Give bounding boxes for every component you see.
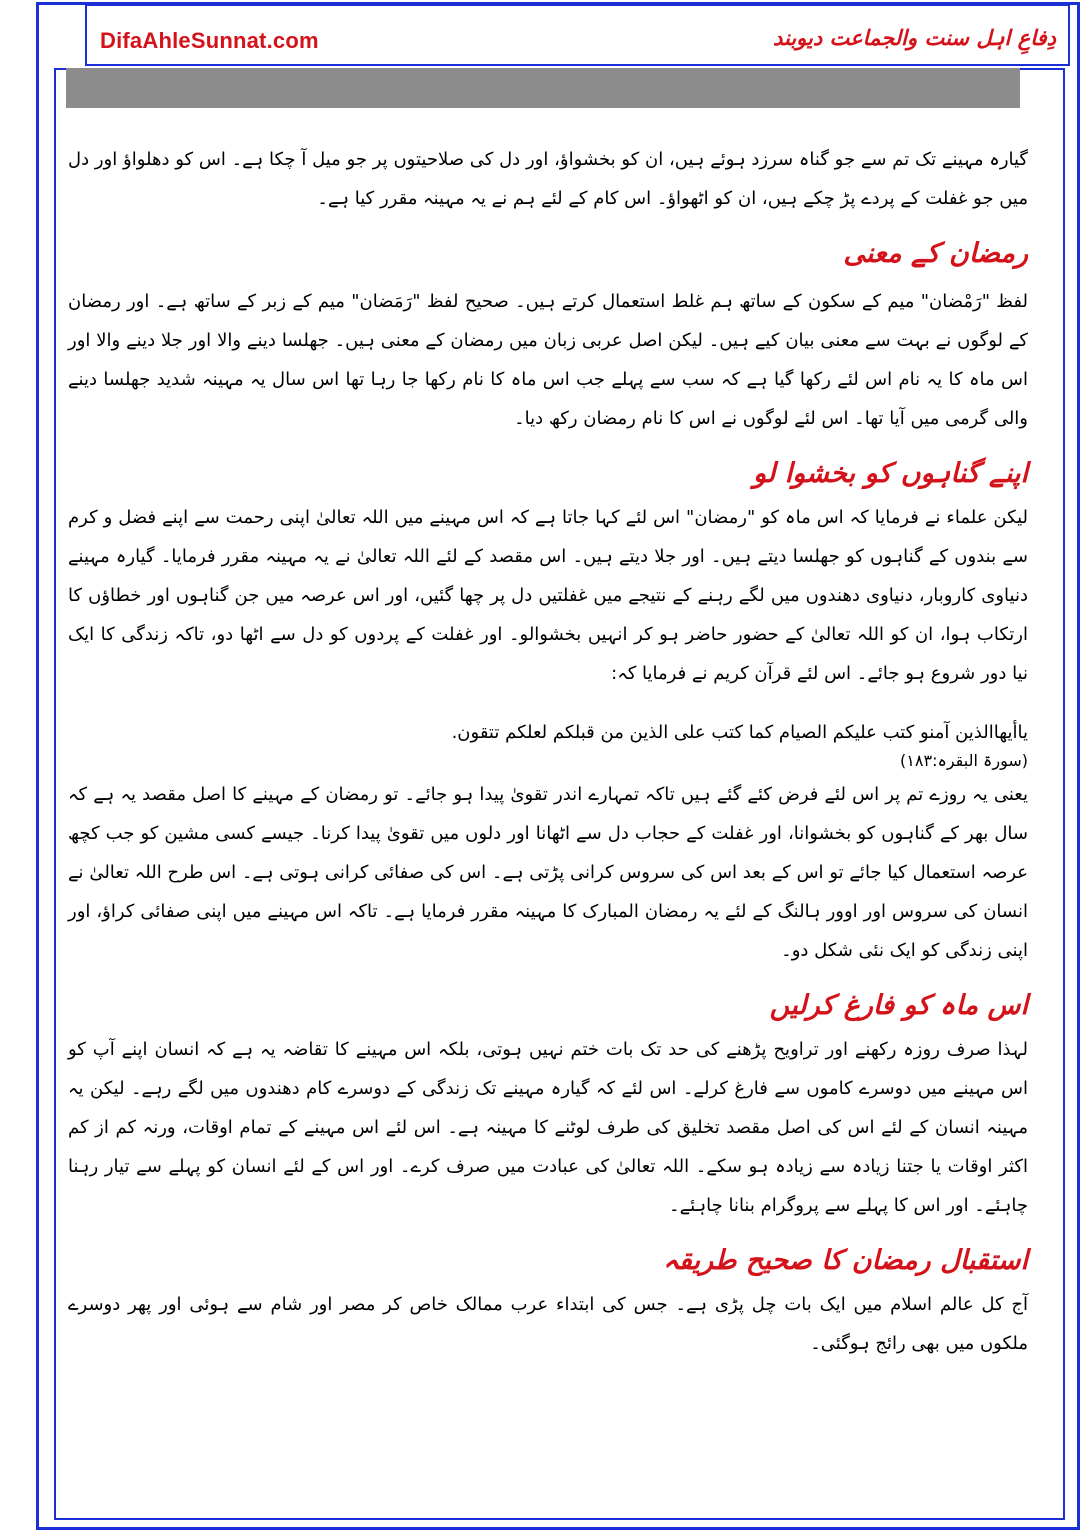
section-heading-welcoming-ramadan: استقبال رمضان کا صحیح طریقہ: [663, 1245, 1028, 1276]
site-name: دِفاعِ اہل سنت والجماعت دیوبند: [772, 26, 1056, 50]
site-url-link[interactable]: DifaAhleSunnat.com: [100, 28, 319, 53]
section-paragraph-free-month: لہذا صرف روزہ رکھنے اور تراویح پڑھنے کی حد تک بات ختم نہیں ہوتی، بلکہ اس مہینے کا تقاضہ یہ ہے کہ انسان اپنے آپ کو اس مہینے میں دوسرے کاموں سے فارغ کرلے۔ اس لئے کہ گیارہ مہینے تک زندگی کے دوسرے کام دھندوں میں لگے رہے۔ لیکن یہ مہینہ انسان کے لئے اس کی اصل مقصد تخلیق کی طرف لوٹنے کا مہینہ ہے۔ اس لئے اس مہینے کے تمام اوقات، ورنہ کم از کم اکثر اوقات یا جتنا زیادہ سے زیادہ ہو سکے۔ اللہ تعالیٰ کی عبادت میں صرف کرے۔ اور اس کے لئے انسان کو پہلے سے تیار رہنا چاہئے۔ اور اس کا پہلے سے پروگرام بنانا چاہئے۔: [68, 1039, 1028, 1216]
verse-reference: (سورۃ البقرہ:۱۸۳): [900, 751, 1028, 770]
quran-verse: یاأیھاالذین آمنو کتب علیکم الصیام کما کتب علی الذین من قبلکم لعلکم تتقون.: [451, 722, 1028, 743]
section-heading-ramadan-meaning: رمضان کے معنی: [843, 238, 1028, 269]
section-paragraph-ramadan-meaning: لفظ "رَمْضان" میم کے سکون کے ساتھ ہم غلط استعمال کرتے ہیں۔ صحیح لفظ "رَمَضان" میم کے زبر کے ساتھ ہے۔ اور رمضان کے لوگوں نے بہت سے معنی بیان کیے ہیں۔ لیکن اصل عربی زبان میں رمضان کے معنی ہیں۔ جھلسا دینے والا اور جلا دینے والا اور اس ماہ کا یہ نام اس لئے رکھا گیا ہے کہ سب سے پہلے جب اس ماہ کا نام رکھا جا رہا تھا اس سال یہ مہینہ شدید جھلسا دینے والی گرمی میں آیا تھا۔ اس لئے لوگوں نے اس کا نام رمضان رکھ دیا۔: [68, 291, 1028, 429]
section-paragraph-welcoming-ramadan: آج کل عالم اسلام میں ایک بات چل پڑی ہے۔ جس کی ابتداء عرب ممالک خاص کر مصر اور شام سے ہوئی اور پھر دوسرے ملکوں میں بھی رائج ہوگئی۔: [68, 1294, 1028, 1354]
intro-paragraph: گیارہ مہینے تک تم سے جو گناہ سرزد ہوئے ہیں، ان کو بخشواؤ، اور دل کی صلاحیتوں پر جو میل آ چکا ہے۔ اس کو دھلواؤ اور دل میں جو غفلت کے پردے پڑ چکے ہیں، ان کو اٹھواؤ۔ اس کام کے لئے ہم نے یہ مہینہ مقرر کیا ہے۔: [68, 149, 1028, 209]
verse-explanation-paragraph: یعنی یہ روزے تم پر اس لئے فرض کئے گئے ہیں تاکہ تمہارے اندر تقویٰ پیدا ہو جائے۔ تو رمضان کے مہینے کا اصل مقصد یہ ہے کہ سال بھر کے گناہوں کو بخشوانا، اور غفلت کے حجاب دل سے اٹھانا اور دلوں میں تقویٰ پیدا کرنا۔ جیسے کسی مشین کو جب کچھ عرصہ استعمال کیا جائے تو اس کے بعد اس کی سروس کرانی پڑتی ہے۔ اس کی صفائی کرانی ہوتی ہے۔ اس طرح اللہ تعالیٰ نے انسان کی سروس اور اوور ہالنگ کے لئے یہ رمضان المبارک کا مہینہ مقرر فرمایا ہے۔ تاکہ اس مہینے میں اپنی صفائی کراؤ، اور اپنی زندگی کو ایک نئی شکل دو۔: [68, 784, 1028, 961]
section-paragraph-forgiveness: لیکن علماء نے فرمایا کہ اس ماہ کو "رمضان" اس لئے کہا جاتا ہے کہ اس مہینے میں اللہ تعالیٰ اپنی رحمت سے اپنے فضل و کرم سے بندوں کے گناہوں کو جھلسا دیتے ہیں۔ اور جلا دیتے ہیں۔ اس مقصد کے لئے اللہ تعالیٰ نے یہ مہینہ مقرر فرمایا۔ گیارہ مہینے دنیاوی کاروبار، دنیاوی دھندوں میں لگے رہنے کے نتیجے میں غفلتیں دل پر چھا گئیں، اور اس عرصہ میں جن گناہوں اور خطاؤں کا ارتکاب ہوا، ان کو اللہ تعالیٰ کے حضور حاضر ہو کر انہیں بخشوالو۔ اور غفلت کے پردوں کو دل سے اٹھا دو، تاکہ زندگی کا ایک نیا دور شروع ہو جائے۔ اس لئے قرآن کریم نے فرمایا کہ:: [68, 507, 1028, 684]
header-divider-bar: [66, 68, 1020, 108]
section-heading-free-month: اس ماہ کو فارغ کرلیں: [769, 990, 1028, 1021]
article-body: [68, 140, 1028, 1363]
section-heading-forgiveness: اپنے گناہوں کو بخشوا لو: [753, 458, 1028, 489]
